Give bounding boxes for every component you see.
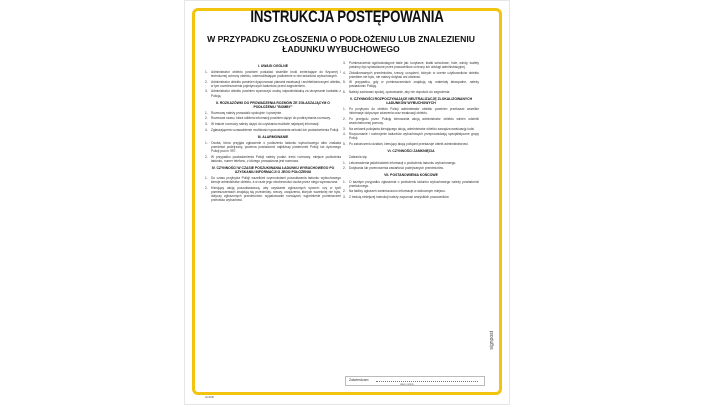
signature-label: Zatwierdzam	[349, 378, 369, 382]
instruction-item	[343, 71, 479, 79]
item-text: Należy zachować spokój, opanowanie, aby nie dopuścić do zagrożenia.	[349, 90, 451, 95]
item-number: 1.	[205, 70, 208, 75]
item-text: Administrator obiektu powinien dysponować planami ewakuacji i architektonicznymi obiektu, w tym rozmieszczenia pojedynczych ładunków przed zagrożeniem.	[211, 79, 341, 88]
item-number: 2.	[205, 154, 208, 159]
instruction-item	[343, 180, 479, 188]
instruction-item	[343, 195, 479, 199]
item-text: Administrator obiektu powinien wyznaczyć osobę odpowiedzialną za utrzymanie kontaktu z Policją.	[211, 89, 341, 98]
item-text: Lekceważenia jakichkolwiek informacji o podłożeniu ładunku wybuchowego.	[349, 160, 457, 165]
board-subtitle: W PRZYPADKU ZGŁOSZENIA O PODŁOŻENIU LUB ZNALEZIENIU ŁADUNKU WYBUCHOWEGO	[207, 34, 475, 54]
item-number: 3.	[343, 194, 346, 199]
instruction-item	[343, 142, 479, 146]
item-text: Z treścią niniejszej instrukcji należy zapoznać wszystkich pracowników.	[349, 194, 450, 199]
instruction-item	[343, 117, 479, 125]
item-number: 3.	[343, 61, 346, 65]
item-text: Kierujący akcją poszukiwawczą, aby uzyskanie zgłoszonych spoceń: czy w tych pomieszczeniach znajdują się przedmioty, rzeczy, urządzenia, których wcześniej nie było, dotyczy zgłoszonych przedmiotów: wypakowanie rozwiązań, wypełnienie pomieszczeń przeciwko wybuchowi.	[211, 185, 341, 202]
item-number: 2.	[343, 166, 346, 171]
item-text: Na tablicy ogłoszeń zamieszczono informacje w widocznym miejscu.	[349, 189, 446, 194]
section-heading: VI. CZYNNOŚCI ZAMKNIĘCIA	[387, 149, 435, 154]
item-number: 3.	[205, 89, 208, 94]
instruction-item	[205, 70, 341, 78]
instruction-item	[343, 161, 479, 165]
instruction-item	[205, 141, 341, 153]
item-number: 2.	[343, 117, 346, 122]
instruction-item	[343, 155, 479, 159]
item-text: Po przybyciu do obiektu Policji administrator obiektu powinien przekazać wszelkie informacje dotyczące zdarzenia oraz ewakuacji obiektu.	[349, 107, 479, 116]
item-text: O każdym przypadku zgłoszenia o podłożeniu ładunku wybuchowego należy powiadomić przełożonego.	[349, 179, 479, 188]
item-text: Dotykania lub przenoszenia zawartości podejrzanych przedmiotów.	[349, 166, 444, 171]
item-text: Po zakończeniu działań, kierujący akcją policjant przekazuje obiekt administratorowi.	[349, 142, 469, 146]
instruction-board	[184, 0, 510, 405]
instruction-item	[205, 111, 341, 115]
item-text: Osoba, która przyjęła zgłoszenie o podłożeniu ładunku wybuchowego albo znalazła przedmiot podejrzany, powinna powiadomić najbliższy posterunek Policji lub dyżurnego Policji pod nr 997.	[211, 140, 341, 153]
instruction-item	[343, 107, 479, 115]
instruction-item	[205, 89, 341, 97]
item-number: 4.	[343, 70, 346, 75]
section-heading: III. ALARMOWANIE	[257, 134, 289, 139]
item-text: W trakcie rozmowy należy dążyć do uzyskania możliwie najwięcej informacji.	[211, 122, 320, 127]
instruction-item	[205, 176, 341, 184]
item-text: W przypadku powiadomienia Policji należy podać: treść rozmowy, miejsce podłożenia ładunku, numer telefonu, z którego prowadzona jest rozmowa.	[211, 154, 341, 163]
item-number: 4.	[205, 127, 208, 132]
item-number: 3.	[343, 126, 346, 131]
instruction-item	[343, 132, 479, 140]
item-text: W przypadku, gdy w pomieszczeniach znajdują się materiały łatwopalne, należy powiadomić Policję.	[349, 80, 479, 89]
instruction-item	[205, 128, 341, 132]
instruction-item	[343, 90, 479, 94]
item-text: Rozpoznanie i rozbrojenie ładunków wybuchowych przeprowadzają specjalistyczne grupy Policji.	[349, 132, 479, 141]
signature-line	[376, 381, 478, 382]
item-number: 5.	[343, 142, 346, 146]
item-text: Zabrania się:	[349, 155, 368, 160]
item-number: 1.	[343, 160, 346, 165]
instruction-item	[205, 155, 341, 163]
item-number: 1.	[205, 140, 208, 145]
section-heading: IV. CZYNNOŚCI W CZASIE POSZUKIWANIA ŁADUNKU WYBUCHOWEGO PO UZYSKANIU INFORMACJI O JEGO POŁOŻENIU	[211, 165, 335, 174]
item-text: Rozmowę należy prowadzić spokojnie i uprzejmie.	[211, 110, 283, 115]
section-heading: I. UWAGI OGÓLNE	[258, 64, 288, 68]
instruction-item	[343, 189, 479, 193]
item-number: 1.	[343, 179, 346, 184]
item-number: 3.	[205, 122, 208, 127]
instruction-item	[343, 61, 479, 69]
item-number: 2.	[205, 79, 208, 84]
item-number: 1.	[205, 175, 208, 180]
item-number: 2.	[343, 189, 346, 194]
section-heading: VII. POSTANOWIENIA KOŃCOWE	[384, 173, 438, 178]
right-column	[343, 61, 479, 200]
signature-sublabel: data i podpis	[400, 383, 414, 386]
product-code: IA 028	[205, 395, 214, 399]
item-number: 5.	[343, 80, 346, 85]
item-text: Na wniosek policjanta kierującego akcją, administrator obiektu zarządza ewakuację ludzi.	[349, 126, 475, 131]
instruction-item	[205, 80, 341, 88]
item-text: Po przejęciu przez Policję kierowania akcją administrator obiektu winien udzielić wszechstronnej pomocy.	[349, 117, 479, 126]
board-title: INSTRUKCJA POSTĘPOWANIA	[250, 7, 444, 26]
item-text: Zlokalizowanych przedmiotów, rzeczy, urządzeń, których w ocenie użytkowników obiektu przedtem nie było, nie należy dotykać ani otwierać.	[349, 70, 479, 79]
item-text: Zgłaszającemu uzasadnienie możliwości spowodowania wnioski lub powiadomienia Policji.	[211, 127, 340, 132]
item-number: 1.	[343, 107, 346, 112]
item-text: Rozmowa czasu, która odbiera informacji powinien dążyć do podtrzymania rozmowy.	[211, 116, 331, 121]
brand-logo: signpost	[489, 331, 495, 350]
instruction-item	[343, 127, 479, 131]
instruction-item	[343, 166, 479, 170]
instruction-item	[205, 186, 341, 202]
instruction-item	[343, 80, 479, 88]
section-heading: II. ROZKAZÓWKI DO PROWADZENIA ROZMÓW ZE ZGŁASZAJĄCYM O PODŁOŻENIU "BOMBY"	[216, 100, 330, 109]
signature-box	[345, 376, 485, 386]
item-number: 2.	[205, 116, 208, 121]
section-heading: V. CZYNNOŚCI ROZPOCZYNAJĄCE NEUTRALIZACJĘ ZLOKALIZOWANYCH ŁADUNKÓW WYBUCHOWYCH	[349, 97, 473, 106]
instruction-item	[205, 122, 341, 126]
item-number: 2.	[205, 185, 208, 190]
item-number: 4.	[343, 132, 346, 137]
item-text: Pomieszczenia ogólnodostępne takie jak: korytarze, klatki schodowe, hole, windy, toalety powinny być sprawdzone przez pracowników ochrony lub obsługi administracyjnej.	[349, 61, 479, 70]
left-column	[205, 61, 341, 204]
item-text: Administrator obiektu powinien posiadać wszelkie kroki zmierzające do fizycznej i technicznej ochrony obiektu, uniemożliwiające podłożenie w nim ładunków wybuchowych.	[211, 70, 341, 79]
item-number: 1.	[205, 110, 208, 115]
item-number: 6.	[343, 90, 346, 95]
item-text: Do czasu przybycia Policji wszelkimi czynnościami poszukiwania ładunku wybuchowego kieruje administrator obiektu, a w razie jego nieobecności osoba przez niego wyznaczona.	[211, 175, 341, 185]
instruction-item	[205, 116, 341, 120]
